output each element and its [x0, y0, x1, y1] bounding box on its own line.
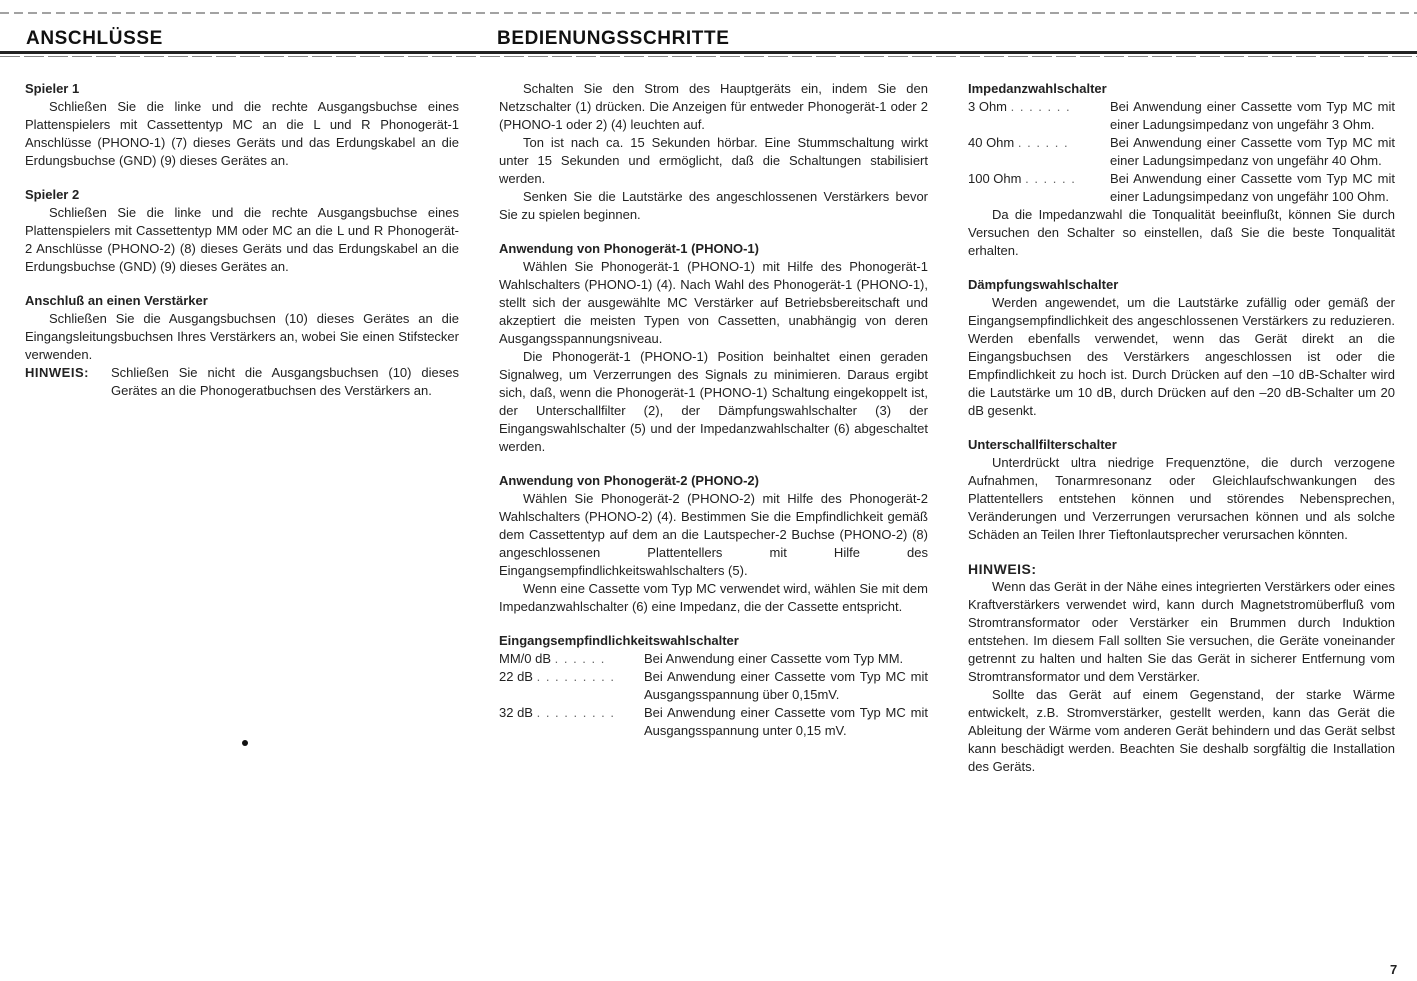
note-text: Schließen Sie nicht die Ausgangsbuchsen (10) dieses Gerätes an die Phonogeratbuchsen des Verstärkers an.: [111, 365, 459, 398]
section-sensitivity: [499, 632, 928, 740]
text-intro-volume: Senken Sie die Lautstärke des angeschlossenen Verstärkers bevor Sie zu spielen beginnen.: [499, 189, 928, 222]
impedance-row: [968, 170, 1395, 206]
heading-player-2: Spieler 2: [25, 187, 80, 202]
sensitivity-text: Bei Anwendung einer Cassette vom Typ MC mit Ausgangsspannung unter 0,15 mV.: [644, 705, 928, 738]
text-player-2: Schließen Sie die linke und die rechte Ausgangsbuchse eines Plattenspielers mit Cassettentyp MM oder MC an die L und R Phonogerät-2 Anschlüsse (PHONO-2) (8) dieses Geräts und das Erdungskabel an die Erdungsbuchse (GND) (9) dieses Gerätes an.: [25, 205, 459, 274]
heading-player-1: Spieler 1: [25, 81, 80, 96]
bullet-mark: [242, 740, 248, 746]
heading-subsonic: Unterschallfilterschalter: [968, 437, 1117, 452]
section-phono-1: [499, 240, 928, 456]
page-number: 7: [1390, 962, 1398, 977]
text-attenuation: Werden angewendet, um die Lautstärke zufällig oder gemäß der Eingangsempfindlichkeit des angeschlossenen Verstärkers zu reduzieren. Werden ebenfalls verwendet, wenn das Gerät direkt an die Eingangsbuchsen des Verstärkers angeschlossen ist oder die Empfindlichkeit zu hoch ist. Durch Drücken auf den –10 dB-Schalter wird die Lautstärke um 10 dB, durch Drücken auf den –20 dB-Schalter um 20 dB gesenkt.: [968, 295, 1395, 418]
sensitivity-key: 22 dB . . . . . . . . .: [499, 669, 616, 684]
impedance-row: [968, 98, 1395, 134]
text-phono-2-impedance: Wenn eine Cassette vom Typ MC verwendet wird, wählen Sie mit dem Impedanzwahlschalter (6) eine Impedanz, die der Cassette entspricht.: [499, 581, 928, 614]
text-player-1: Schließen Sie die linke und die rechte Ausgangsbuchse eines Plattenspielers mit Cassettentyp MC an die L und R Phonogerät-1 Anschlüsse (PHONO-1) (7) dieses Geräts und das Erdungskabel an die Erdungsbuchse (GND) (9) dieses Gerätes an.: [25, 99, 459, 168]
heading-attenuation: Dämpfungswahlschalter: [968, 277, 1119, 292]
text-impedance-advice: Da die Impedanzwahl die Tonqualität beeinflußt, können Sie durch Versuchen den Schalter so einstellen, daß Sie die beste Tonqualität erhalten.: [968, 207, 1395, 258]
section-player-1: [25, 80, 459, 170]
sensitivity-row: [499, 650, 928, 668]
header-rule: [0, 51, 1417, 54]
impedance-text: Bei Anwendung einer Cassette vom Typ MC mit einer Ladungsimpedanz von ungefähr 100 Ohm.: [1110, 171, 1395, 204]
note-label: HINWEIS:: [25, 365, 89, 380]
sensitivity-row: [499, 668, 928, 704]
impedance-key: 100 Ohm . . . . . .: [968, 171, 1076, 186]
header-rule-dashed: [0, 56, 1417, 57]
column-switches: [968, 80, 1395, 792]
impedance-text: Bei Anwendung einer Cassette vom Typ MC mit einer Ladungsimpedanz von ungefähr 3 Ohm.: [1110, 99, 1395, 132]
heading-sensitivity: Eingangsempfindlichkeitswahlschalter: [499, 633, 739, 648]
text-intro-power: Schalten Sie den Strom des Hauptgeräts ein, indem Sie den Netzschalter (1) drücken. Die Anzeigen für entweder Phonogerät-1 oder 2 (PHONO-1 oder 2) (4) leuchten auf.: [499, 81, 928, 132]
column-operation: [499, 80, 928, 756]
header-top-rule: [0, 12, 1417, 14]
sensitivity-text: Bei Anwendung einer Cassette vom Typ MC mit Ausgangsspannung über 0,15mV.: [644, 669, 928, 702]
text-phono-1-select: Wählen Sie Phonogerät-1 (PHONO-1) mit Hilfe des Phonogerät-1 Wahlschalters (PHONO-1) (4). Nach Wahl des Phonogerät-1 (PHONO-1), stellt sich der ausgewählte MC Verstärker auf Betriebsbereitschaft und akzeptiert die meisten Typen von Cassetten, unabhängig von deren Ausgangsspannungsniveau.: [499, 259, 928, 346]
impedance-key: 3 Ohm . . . . . . .: [968, 99, 1071, 114]
section-impedance: [968, 80, 1395, 260]
section-amplifier: [25, 292, 459, 400]
sensitivity-key: 32 dB . . . . . . . . .: [499, 705, 616, 720]
sensitivity-row: [499, 704, 928, 740]
sensitivity-text: Bei Anwendung einer Cassette vom Typ MM.: [644, 651, 904, 666]
text-amplifier: Schließen Sie die Ausgangsbuchsen (10) dieses Gerätes an die Eingangsleitungsbuchsen Ihres Verstärkers an, wobei Sie einen Stifstecker verwenden.: [25, 311, 459, 362]
section-player-2: [25, 186, 459, 276]
section-title-connections: ANSCHLÜSSE: [26, 28, 163, 49]
impedance-row: [968, 134, 1395, 170]
section-title-operation: BEDIENUNGSSCHRITTE: [497, 28, 730, 49]
note-amplifier: [25, 364, 459, 400]
text-note-hum: Wenn das Gerät in der Nähe eines integrierten Verstärkers oder eines Kraftverstärkers verwendet wird, kann durch Magnetstromüberfluß vom Stromtransformator oder Verstärker ein Brummen durch Induktion entstehen. Im diesem Fall sollten Sie versuchen, die Geräte voneinander getrennt zu halten und halten Sie das Gerät in sicherer Entfernung vom Stromtransformator und dem Verstärker.: [968, 579, 1395, 684]
heading-phono-2: Anwendung von Phonogerät-2 (PHONO-2): [499, 473, 759, 488]
heading-phono-1: Anwendung von Phonogerät-1 (PHONO-1): [499, 241, 759, 256]
section-intro: [499, 80, 928, 224]
impedance-text: Bei Anwendung einer Cassette vom Typ MC mit einer Ladungsimpedanz von ungefähr 40 Ohm.: [1110, 135, 1395, 168]
section-subsonic: [968, 436, 1395, 544]
heading-impedance: Impedanzwahlschalter: [968, 81, 1107, 96]
section-phono-2: [499, 472, 928, 616]
sensitivity-key: MM/0 dB . . . . . .: [499, 651, 606, 666]
text-intro-mute: Ton ist nach ca. 15 Sekunden hörbar. Eine Stummschaltung wirkt unter 15 Sekunden und ermöglicht, daß die Schaltungen stabilisiert werden.: [499, 135, 928, 186]
text-phono-2-select: Wählen Sie Phonogerät-2 (PHONO-2) mit Hilfe des Phonogerät-2 Wahlschalters (PHONO-2) (4). Bestimmen Sie die Empfindlichkeit gemäß dem Cassettentyp auf dem an die Lautspecher-2 Buchse (PHONO-2) (8) angeschlossenen Plattentellers mit Hilfe des Eingangsempfindlichkeitswahlschalters (5).: [499, 491, 928, 578]
heading-amplifier: Anschluß an einen Verstärker: [25, 293, 208, 308]
impedance-key: 40 Ohm . . . . . .: [968, 135, 1069, 150]
section-attenuation: [968, 276, 1395, 420]
text-phono-1-signal: Die Phonogerät-1 (PHONO-1) Position beinhaltet einen geraden Signalweg, um Verzerrungen des Signals zu minimieren. Daraus ergibt sich, daß, wenn die Phonogerät-1 (PHONO-1) Schaltung eingekoppelt ist, der Unterschallfilter (2), der Dämpfungswahlschalter (3) der Eingangswahlschalter (5) und der Impedanzwahlschalter (6) abgeschaltet werden.: [499, 349, 928, 454]
column-connections: [25, 80, 459, 416]
text-note-heat: Sollte das Gerät auf einem Gegenstand, der starke Wärme entwickelt, z.B. Stromverstärker, gestellt werden, kann das Gerät die Ableitung der Wärme vom anderen Gerät behindern und das Gerät selbst kann beschädigt werden. Beachten Sie deshalb sorgfältig die Installation des Geräts.: [968, 687, 1395, 774]
text-subsonic: Unterdrückt ultra niedrige Frequenztöne, die durch verzogene Aufnahmen, Tonarmresonanz oder Gleichlaufschwankungen des Plattentellers entstehen können und störendes Nebensprechen, Veränderungen und Verzerrungen verursachen können und als solche Schäden an Teilen Ihrer Tieftonlautsprecher verursachen könnten.: [968, 455, 1395, 542]
heading-note: HINWEIS:: [968, 561, 1037, 577]
section-note: [968, 560, 1395, 776]
